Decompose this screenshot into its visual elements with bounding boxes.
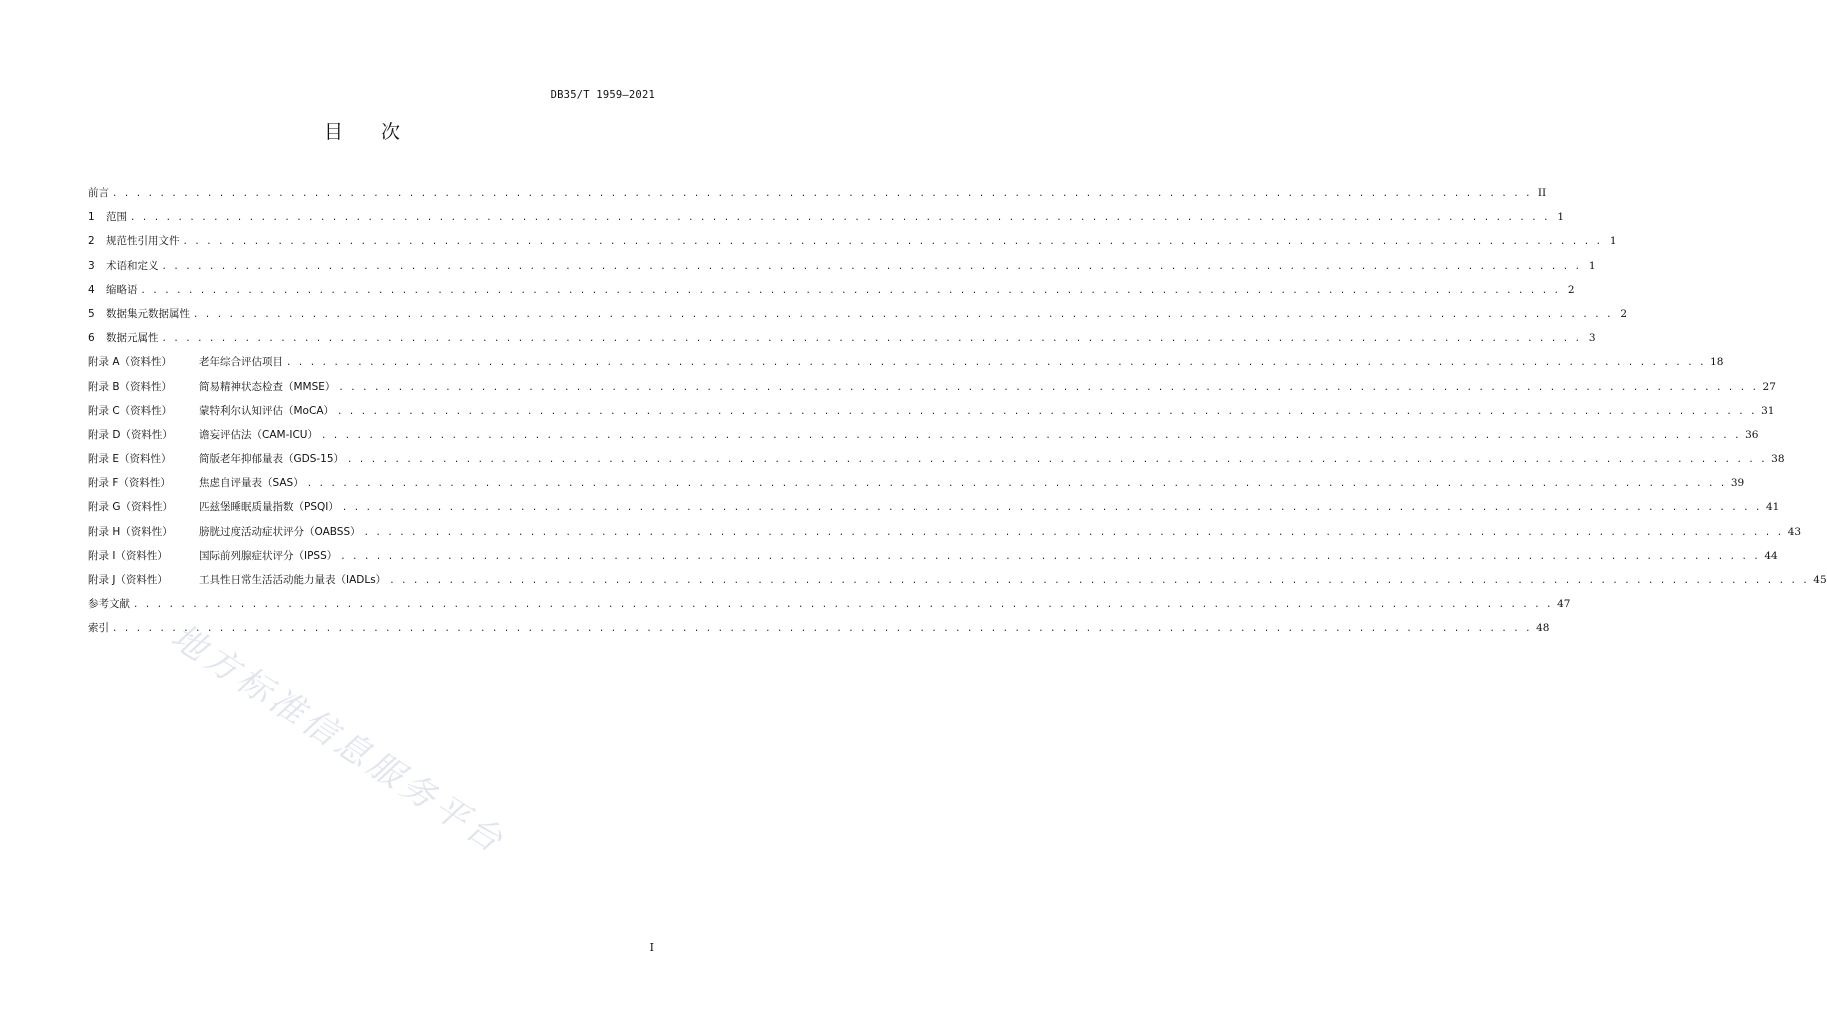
watermark: 地方标准信息服务平台 [163, 616, 513, 863]
toc-entry-number: 4 [88, 283, 95, 296]
toc-entry-title: 焦虑自评量表（SAS） [199, 477, 304, 490]
toc-entry[interactable] [88, 205, 1565, 229]
page-title [0, 117, 724, 144]
toc-entry-page: 48 [1536, 622, 1550, 635]
toc-leader-dots: . . . . . . . . . . . . . . . . . . . . . . . . . . . . . . . . . . . . . . . . . . . . . . . . . . . . . . . . . . . . . . . . . . . . . . . . . . . . . . . . . . . . . . . . . . . . . . . . . . . . . . . . . . . . . . . . . . . . . . . . [162, 332, 1582, 345]
toc-entry-page: 39 [1730, 477, 1745, 490]
toc-entry-page: 41 [1765, 501, 1780, 514]
title-char-2: 次 [381, 121, 401, 143]
toc-leader-dots: . . . . . . . . . . . . . . . . . . . . . . . . . . . . . . . . . . . . . . . . . . . . . . . . . . . . . . . . . . . . . . . . . . . . . . . . . . . . . . . . . . . . . . . . . . . . . . . . . . . . . . . . . . . . . . . . . . . . . . . . [307, 477, 1727, 490]
toc-leader-dots: . . . . . . . . . . . . . . . . . . . . . . . . . . . . . . . . . . . . . . . . . . . . . . . . . . . . . . . . . . . . . . . . . . . . . . . . . . . . . . . . . . . . . . . . . . . . . . . . . . . . . . . . . . . . . . . . . . . . . . . . [194, 307, 1614, 320]
toc-entry-page: 1 [1588, 259, 1596, 272]
toc-entry[interactable] [88, 302, 1628, 326]
footer-page-number: I [649, 941, 654, 954]
toc-entry-page: 44 [1764, 549, 1778, 562]
toc-leader-dots: . . . . . . . . . . . . . . . . . . . . . . . . . . . . . . . . . . . . . . . . . . . . . . . . . . . . . . . . . . . . . . . . . . . . . . . . . . . . . . . . . . . . . . . . . . . . . . . . . . . . . . . . . . . . . . . . . . . . . . . . [338, 404, 1758, 417]
toc-leader-dots: . . . . . . . . . . . . . . . . . . . . . . . . . . . . . . . . . . . . . . . . . . . . . . . . . . . . . . . . . . . . . . . . . . . . . . . . . . . . . . . . . . . . . . . . . . . . . . . . . . . . . . . . . . . . . . . . . . . . . . . . [134, 598, 1554, 611]
toc-entry-title: 匹兹堡睡眠质量指数（PSQI） [199, 501, 339, 514]
toc-appendix-label: 附录 E（资料性） [88, 453, 172, 466]
toc-entry-title: 索引 [88, 622, 109, 635]
toc-entry-page: 1 [1609, 235, 1617, 248]
toc-entry[interactable] [88, 375, 1776, 399]
toc-appendix-label: 附录 G（资料性） [88, 501, 173, 514]
toc-entry[interactable] [88, 326, 1596, 350]
toc-leader-dots: . . . . . . . . . . . . . . . . . . . . . . . . . . . . . . . . . . . . . . . . . . . . . . . . . . . . . . . . . . . . . . . . . . . . . . . . . . . . . . . . . . . . . . . . . . . . . . . . . . . . . . . . . . . . . . . . . . . . . . . . [321, 428, 1742, 441]
toc-entry-page: 2 [1620, 307, 1628, 320]
toc-entry-page: 43 [1787, 525, 1802, 538]
toc-leader-dots: . . . . . . . . . . . . . . . . . . . . . . . . . . . . . . . . . . . . . . . . . . . . . . . . . . . . . . . . . . . . . . . . . . . . . . . . . . . . . . . . . . . . . . . . . . . . . . . . . . . . . . . . . . . . . . . . . . . . . . . . [364, 525, 1784, 538]
toc-entry-page: 18 [1710, 356, 1724, 369]
toc-entry-title: 膀胱过度活动症状评分（OABSS） [199, 525, 361, 538]
toc-entry[interactable] [88, 447, 1785, 471]
toc-entry-page: 36 [1745, 428, 1759, 441]
toc-entry-title: 前言 [88, 187, 109, 199]
toc-entry-title: 参考文献 [88, 598, 130, 611]
toc-entry-number: 3 [88, 259, 95, 272]
toc-leader-dots: . . . . . . . . . . . . . . . . . . . . . . . . . . . . . . . . . . . . . . . . . . . . . . . . . . . . . . . . . . . . . . . . . . . . . . . . . . . . . . . . . . . . . . . . . . . . . . . . . . . . . . . . . . . . . . . . . . . . . . . . [339, 380, 1759, 393]
toc-leader-dots: . . . . . . . . . . . . . . . . . . . . . . . . . . . . . . . . . . . . . . . . . . . . . . . . . . . . . . . . . . . . . . . . . . . . . . . . . . . . . . . . . . . . . . . . . . . . . . . . . . . . . . . . . . . . . . . . . . . . . . . . [390, 574, 1810, 586]
toc-entry[interactable] [88, 399, 1775, 423]
toc-entry-title: 老年综合评估项目 [199, 356, 283, 369]
toc-entry-title: 谵妄评估法（CAM-ICU） [199, 428, 318, 441]
toc-entry-title: 国际前列腺症状评分（IPSS） [199, 549, 338, 562]
toc-entry[interactable] [88, 278, 1575, 302]
toc-entry-title: 范围 [106, 211, 127, 224]
toc-entry[interactable] [88, 495, 1780, 519]
standard-code: DB35/T 1959—2021 [550, 89, 655, 101]
toc-entry[interactable] [88, 544, 1778, 568]
toc-leader-dots: . . . . . . . . . . . . . . . . . . . . . . . . . . . . . . . . . . . . . . . . . . . . . . . . . . . . . . . . . . . . . . . . . . . . . . . . . . . . . . . . . . . . . . . . . . . . . . . . . . . . . . . . . . . . . . . . . . . . . . . . [131, 211, 1551, 224]
toc-leader-dots: . . . . . . . . . . . . . . . . . . . . . . . . . . . . . . . . . . . . . . . . . . . . . . . . . . . . . . . . . . . . . . . . . . . . . . . . . . . . . . . . . . . . . . . . . . . . . . . . . . . . . . . . . . . . . . . . . . . . . . . . [341, 549, 1761, 562]
toc-leader-dots: . . . . . . . . . . . . . . . . . . . . . . . . . . . . . . . . . . . . . . . . . . . . . . . . . . . . . . . . . . . . . . . . . . . . . . . . . . . . . . . . . . . . . . . . . . . . . . . . . . . . . . . . . . . . . . . . . . . . . . . . [113, 187, 1533, 199]
toc-appendix-label: 附录 H（资料性） [88, 525, 173, 538]
toc-entry[interactable] [88, 520, 1802, 544]
table-of-contents [88, 181, 1827, 641]
toc-appendix-label: 附录 I（资料性） [88, 549, 168, 562]
toc-appendix-label: 附录 C（资料性） [88, 404, 173, 417]
toc-appendix-label: 附录 D（资料性） [88, 428, 173, 441]
toc-entry-title: 规范性引用文件 [106, 235, 180, 248]
toc-entry[interactable] [88, 254, 1596, 278]
title-char-1: 目 [323, 121, 343, 143]
toc-entry-title: 数据元属性 [106, 332, 159, 345]
toc-leader-dots: . . . . . . . . . . . . . . . . . . . . . . . . . . . . . . . . . . . . . . . . . . . . . . . . . . . . . . . . . . . . . . . . . . . . . . . . . . . . . . . . . . . . . . . . . . . . . . . . . . . . . . . . . . . . . . . . . . . . . . . . [183, 235, 1603, 248]
toc-appendix-label: 附录 F（资料性） [88, 477, 171, 490]
toc-entry[interactable] [88, 181, 1547, 205]
toc-entry-number: 5 [88, 307, 95, 320]
toc-appendix-label: 附录 A（资料性） [88, 356, 173, 369]
toc-entry-page: 3 [1588, 332, 1596, 345]
toc-entry-page: 31 [1761, 404, 1775, 417]
toc-entry-title: 蒙特利尔认知评估（MoCA） [199, 404, 334, 417]
toc-entry-number: 2 [88, 235, 95, 248]
toc-entry-title: 数据集元数据属性 [106, 307, 190, 320]
toc-entry[interactable] [88, 350, 1724, 374]
toc-appendix-label: 附录 B（资料性） [88, 380, 173, 393]
toc-entry[interactable] [88, 471, 1745, 495]
toc-leader-dots: . . . . . . . . . . . . . . . . . . . . . . . . . . . . . . . . . . . . . . . . . . . . . . . . . . . . . . . . . . . . . . . . . . . . . . . . . . . . . . . . . . . . . . . . . . . . . . . . . . . . . . . . . . . . . . . . . . . . . . . . [342, 501, 1762, 514]
toc-entry-page: 38 [1771, 453, 1785, 466]
toc-leader-dots: . . . . . . . . . . . . . . . . . . . . . . . . . . . . . . . . . . . . . . . . . . . . . . . . . . . . . . . . . . . . . . . . . . . . . . . . . . . . . . . . . . . . . . . . . . . . . . . . . . . . . . . . . . . . . . . . . . . . . . . . [287, 356, 1707, 369]
toc-entry-number: 6 [88, 332, 95, 345]
toc-leader-dots: . . . . . . . . . . . . . . . . . . . . . . . . . . . . . . . . . . . . . . . . . . . . . . . . . . . . . . . . . . . . . . . . . . . . . . . . . . . . . . . . . . . . . . . . . . . . . . . . . . . . . . . . . . . . . . . . . . . . . . . . [162, 259, 1582, 272]
toc-entry[interactable] [88, 423, 1759, 447]
toc-leader-dots: . . . . . . . . . . . . . . . . . . . . . . . . . . . . . . . . . . . . . . . . . . . . . . . . . . . . . . . . . . . . . . . . . . . . . . . . . . . . . . . . . . . . . . . . . . . . . . . . . . . . . . . . . . . . . . . . . . . . . . . . [348, 453, 1768, 466]
toc-entry-page: 47 [1557, 598, 1571, 611]
toc-leader-dots: . . . . . . . . . . . . . . . . . . . . . . . . . . . . . . . . . . . . . . . . . . . . . . . . . . . . . . . . . . . . . . . . . . . . . . . . . . . . . . . . . . . . . . . . . . . . . . . . . . . . . . . . . . . . . . . . . . . . . . . . [141, 283, 1561, 296]
toc-entry-number: 1 [88, 211, 95, 224]
toc-entry-title: 缩略语 [106, 283, 138, 296]
toc-entry[interactable] [88, 229, 1617, 253]
toc-leader-dots: . . . . . . . . . . . . . . . . . . . . . . . . . . . . . . . . . . . . . . . . . . . . . . . . . . . . . . . . . . . . . . . . . . . . . . . . . . . . . . . . . . . . . . . . . . . . . . . . . . . . . . . . . . . . . . . . . . . . . . . . [113, 622, 1533, 635]
toc-entry-page: 27 [1762, 380, 1776, 393]
toc-entry-title: 简版老年抑郁量表（GDS-15） [199, 453, 345, 466]
toc-entry[interactable] [88, 592, 1571, 616]
toc-entry-page: 2 [1567, 283, 1575, 296]
toc-entry-title: 术语和定义 [106, 259, 159, 272]
toc-entry-page: 1 [1557, 211, 1565, 224]
toc-entry-title: 简易精神状态检查（MMSE） [199, 380, 336, 393]
toc-entry-page: 45 [1813, 574, 1827, 586]
toc-entry-title: 工具性日常生活活动能力量表（IADLs） [199, 574, 387, 586]
toc-appendix-label: 附录 J（资料性） [88, 574, 168, 586]
toc-entry[interactable] [88, 568, 1827, 592]
toc-entry-page: II [1537, 187, 1547, 199]
